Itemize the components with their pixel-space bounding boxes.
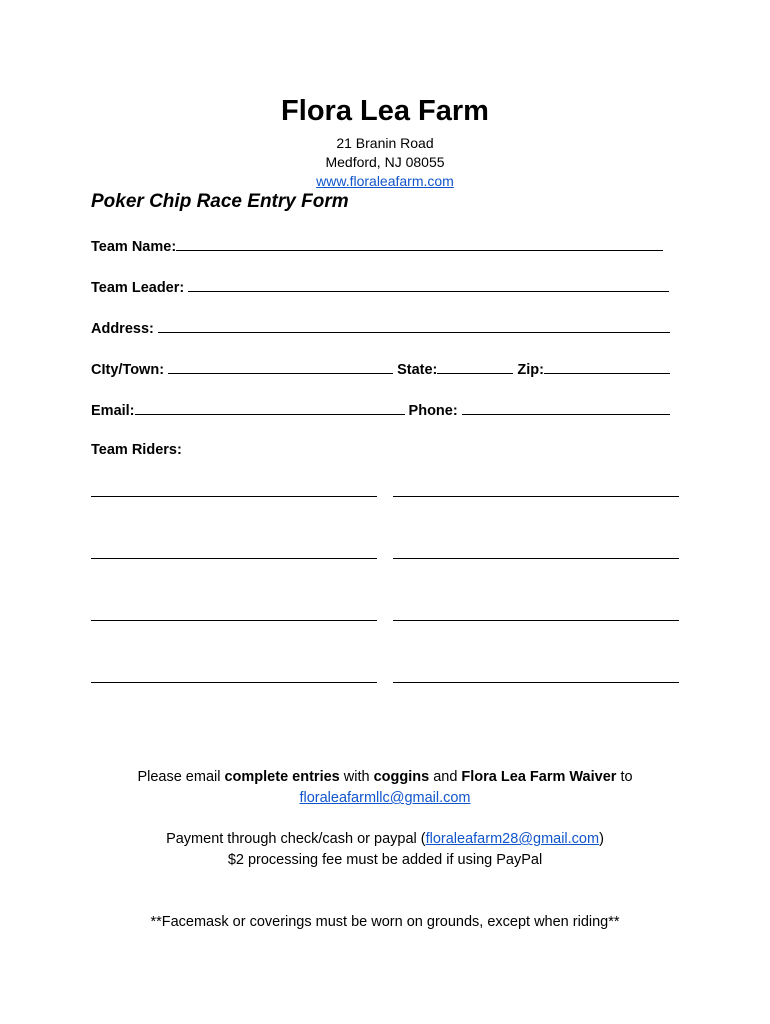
paypal-email-link[interactable]: floraleafarm28@gmail.com — [425, 831, 600, 847]
address-line-1: 21 Branin Road — [336, 135, 434, 151]
instruction-text: to — [616, 769, 633, 785]
rider-field-1[interactable] — [91, 496, 377, 497]
rider-field-5[interactable] — [91, 620, 377, 621]
payment-instruction — [0, 830, 770, 848]
team-leader-field[interactable] — [188, 277, 669, 292]
instruction-text: and — [429, 769, 462, 785]
email-field[interactable] — [135, 400, 405, 415]
rider-field-4[interactable] — [393, 558, 679, 559]
city-state-zip-row — [91, 359, 670, 379]
form-title: Poker Chip Race Entry Form — [91, 191, 349, 212]
team-riders-label: Team Riders: — [91, 442, 182, 458]
email-instruction — [0, 768, 770, 786]
phone-field[interactable] — [462, 400, 670, 415]
rider-field-3[interactable] — [91, 558, 377, 559]
email-link-container — [0, 789, 770, 807]
team-riders-row — [91, 441, 182, 459]
rider-field-7[interactable] — [91, 682, 377, 683]
address-row — [91, 318, 670, 338]
instruction-bold-complete-entries: complete entries — [224, 769, 340, 785]
entry-email-link[interactable]: floraleafarmllc@gmail.com — [299, 790, 471, 806]
team-name-field[interactable] — [176, 236, 663, 251]
website-container — [0, 172, 770, 190]
state-field[interactable] — [437, 359, 513, 374]
rider-field-8[interactable] — [393, 682, 679, 683]
rider-field-2[interactable] — [393, 496, 679, 497]
team-name-label: Team Name: — [91, 239, 177, 255]
website-link[interactable]: www.floraleafarm.com — [316, 173, 454, 189]
instruction-text: with — [339, 769, 374, 785]
fee-note: $2 processing fee must be added if using PayPal — [227, 852, 543, 868]
address-line-2: Medford, NJ 08055 — [325, 154, 445, 170]
team-name-row — [91, 236, 663, 256]
facemask-note: **Facemask or coverings must be worn on grounds, except when riding** — [150, 914, 620, 930]
phone-label: Phone: — [404, 403, 462, 419]
instruction-text: Please email — [137, 769, 225, 785]
email-phone-row — [91, 400, 670, 420]
instruction-bold-coggins: coggins — [373, 769, 430, 785]
zip-field[interactable] — [544, 359, 670, 374]
payment-text: Payment through check/cash or paypal ( — [166, 831, 426, 847]
city-label: CIty/Town: — [91, 362, 169, 378]
email-label: Email: — [91, 403, 135, 419]
address-label: Address: — [91, 321, 158, 337]
team-leader-label: Team Leader: — [91, 280, 189, 296]
rider-field-6[interactable] — [393, 620, 679, 621]
state-label: State: — [393, 362, 438, 378]
city-field[interactable] — [168, 359, 393, 374]
payment-text: ) — [599, 831, 604, 847]
zip-label: Zip: — [513, 362, 544, 378]
farm-title: Flora Lea Farm — [281, 95, 489, 127]
instruction-bold-waiver: Flora Lea Farm Waiver — [461, 769, 617, 785]
team-leader-row — [91, 277, 669, 297]
address-field[interactable] — [158, 318, 670, 333]
